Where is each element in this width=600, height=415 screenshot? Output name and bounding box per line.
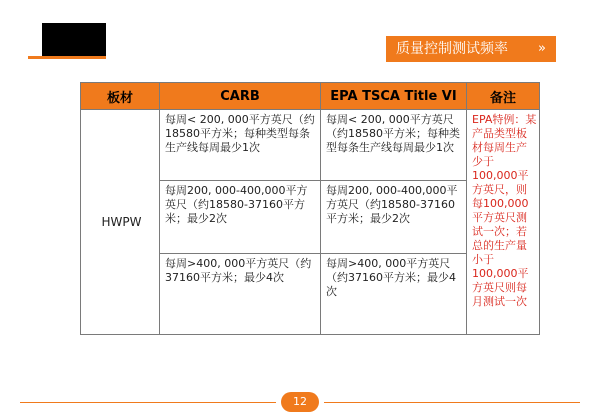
header-note: 备注 [467, 83, 540, 110]
carb-cell: 每周>400, 000平方英尺（约37160平方米；最少4次 [160, 254, 321, 335]
carb-cell: 每周200, 000-400,000平方英尺（约18580-37160平方米；最少2次 [160, 181, 321, 254]
qc-frequency-table [80, 82, 540, 335]
logo-block [42, 23, 106, 59]
title-banner [386, 36, 556, 62]
carb-cell: 每周< 200, 000平方英尺（约18580平方米；每种类型每条生产线每周最少1次 [160, 110, 321, 181]
board-type-cell: HWPW [81, 110, 160, 335]
header-board: 板材 [81, 83, 160, 110]
logo-underline [28, 56, 106, 59]
header-carb: CARB [160, 83, 321, 110]
table-header-row [81, 83, 540, 110]
double-chevron-right-icon: » [538, 41, 546, 56]
footer-divider-left [20, 402, 276, 403]
epa-cell: 每周< 200, 000平方英尺（约18580平方米；每种类型每条生产线每周最少1次 [321, 110, 467, 181]
epa-cell: 每周200, 000-400,000平方英尺（约18580-37160平方米；最少2次 [321, 181, 467, 254]
header-epa: EPA TSCA Title VI [321, 83, 467, 110]
footer-divider-right [324, 402, 580, 403]
epa-cell: 每周>400, 000平方英尺（约37160平方米；最少4次 [321, 254, 467, 335]
page-number: 12 [281, 392, 319, 412]
table-row [81, 110, 540, 181]
note-cell: EPA特例：某产品类型板材每周生产少于100,000平方英尺，则每100,000平方英尺测试一次；若总的生产量小于100,000平方英尺则每月测试一次 [467, 110, 540, 335]
page-title: 质量控制测试频率 [396, 41, 508, 57]
